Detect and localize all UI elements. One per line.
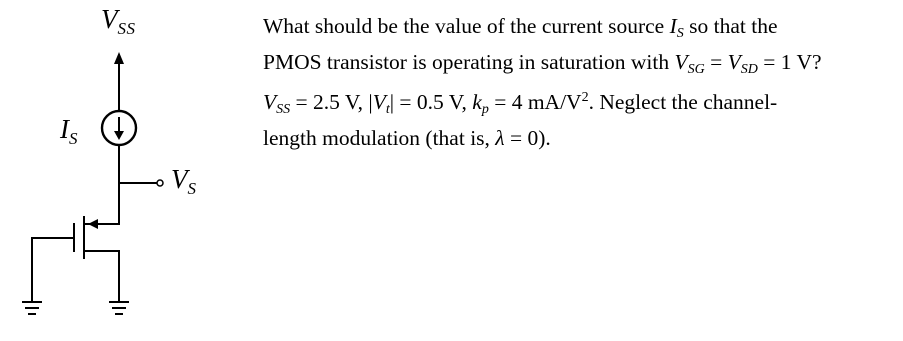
text-run: SG: [687, 62, 705, 77]
text-run: λ: [495, 126, 505, 150]
text-run: = 1 V?: [757, 50, 822, 74]
node-voltage-label: $V_S$: [171, 164, 197, 198]
text-run: V: [727, 50, 741, 74]
text-run: = 2.5 V, |: [290, 90, 373, 114]
question-line-4: [263, 124, 903, 152]
current-source-label: $I_S$: [60, 114, 78, 148]
pmos-circuit-diagram: [0, 0, 260, 341]
text-run: What should be the value of the current source: [263, 14, 670, 38]
text-run: I: [669, 14, 677, 38]
text-run: V: [263, 90, 277, 114]
text-run: V: [372, 90, 386, 114]
text-run: = 4 mA/V: [488, 90, 582, 114]
text-run: PMOS transistor is operating in saturation with: [263, 50, 675, 74]
text-run: =: [704, 50, 728, 74]
output-node-terminal: [157, 180, 163, 186]
text-run: p: [481, 102, 489, 117]
text-run: SS: [276, 102, 291, 117]
text-run: length modulation (that is,: [263, 126, 496, 150]
text-run: S: [676, 26, 684, 41]
text-run: SD: [740, 62, 758, 77]
gate-to-ground-wire: [32, 238, 74, 302]
text-run: . Neglect the channel-: [588, 90, 778, 114]
question-line-1: [263, 12, 903, 48]
text-run: 2: [581, 90, 589, 105]
text-run: | = 0.5 V,: [389, 90, 473, 114]
text-run: so that the: [683, 14, 778, 38]
pmos-source-arrow-icon: [88, 219, 98, 229]
text-run: V: [674, 50, 688, 74]
text-run: = 0).: [504, 126, 551, 150]
question-text: [263, 12, 903, 152]
text-run: t: [385, 102, 390, 117]
question-line-2: [263, 48, 903, 84]
question-line-3: [263, 84, 903, 124]
supply-voltage-label: $V_{SS}$: [101, 4, 136, 38]
supply-arrow-icon: [114, 52, 124, 64]
text-run: k: [472, 90, 482, 114]
